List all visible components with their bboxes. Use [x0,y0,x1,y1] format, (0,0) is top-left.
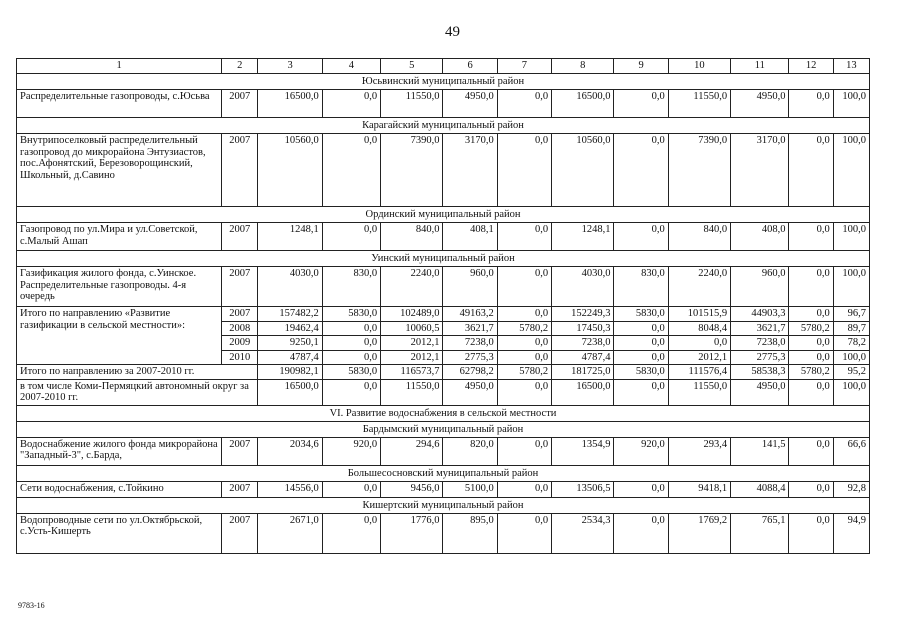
object-name: Водопроводные сети по ул.Октябрьской, с.Усть-Кишерть [17,513,222,553]
value-cell: 895,0 [443,513,497,553]
value-cell: 9456,0 [381,481,443,497]
document-code: 9783-16 [18,601,45,610]
column-number: 5 [381,59,443,74]
column-number: 9 [614,59,668,74]
column-number-row [17,59,870,74]
object-name: Сети водоснабжения, с.Тойкино [17,481,222,497]
column-number: 2 [222,59,258,74]
value-cell: 116573,7 [381,365,443,380]
section-row [17,251,870,267]
value-cell: 4950,0 [731,379,789,405]
value-cell: 44903,3 [731,307,789,322]
value-cell: 0,0 [497,350,551,365]
table-row [17,437,870,465]
value-cell: 2012,1 [668,350,730,365]
section-title: VI. Развитие водоснабжения в сельской местности [17,405,870,421]
value-cell: 4030,0 [258,267,322,307]
page-number: 49 [445,24,460,40]
value-cell: 0,0 [497,481,551,497]
value-cell: 2534,3 [552,513,614,553]
section-row [17,497,870,513]
value-cell: 920,0 [322,437,380,465]
value-cell: 58538,3 [731,365,789,380]
table-row [17,513,870,553]
value-cell: 9418,1 [668,481,730,497]
value-cell: 0,0 [322,481,380,497]
value-cell: 0,0 [322,336,380,351]
value-cell: 0,0 [497,90,551,118]
value-cell: 89,7 [833,321,869,336]
value-cell: 0,0 [497,134,551,207]
total-year-row [17,307,870,322]
section-row [17,74,870,90]
column-number: 6 [443,59,497,74]
value-cell: 100,0 [833,267,869,307]
value-cell: 7238,0 [731,336,789,351]
value-cell: 0,0 [322,321,380,336]
year-cell: 2007 [222,223,258,251]
value-cell: 17450,3 [552,321,614,336]
value-cell: 0,0 [614,223,668,251]
value-cell: 49163,2 [443,307,497,322]
budget-table [16,58,870,554]
value-cell: 2240,0 [668,267,730,307]
value-cell: 5830,0 [322,365,380,380]
year-cell: 2007 [222,90,258,118]
value-cell: 830,0 [322,267,380,307]
column-number: 10 [668,59,730,74]
section-row [17,421,870,437]
value-cell: 2775,3 [443,350,497,365]
section-row [17,465,870,481]
value-cell: 0,0 [789,379,833,405]
section-title: Кишертский муниципальный район [17,497,870,513]
table-row [17,90,870,118]
value-cell: 0,0 [497,437,551,465]
value-cell: 3621,7 [731,321,789,336]
value-cell: 11550,0 [668,90,730,118]
value-cell: 0,0 [789,134,833,207]
value-cell: 0,0 [497,307,551,322]
value-cell: 78,2 [833,336,869,351]
value-cell: 8048,4 [668,321,730,336]
value-cell: 960,0 [443,267,497,307]
year-cell: 2010 [222,350,258,365]
value-cell: 1248,1 [258,223,322,251]
value-cell: 100,0 [833,379,869,405]
total-name: в том числе Коми-Пермяцкий автономный округ за 2007-2010 гг. [17,379,258,405]
object-name: Газопровод по ул.Мира и ул.Советской, с.Малый Ашап [17,223,222,251]
value-cell: 4950,0 [731,90,789,118]
value-cell: 0,0 [614,336,668,351]
value-cell: 152249,3 [552,307,614,322]
value-cell: 2775,3 [731,350,789,365]
value-cell: 3621,7 [443,321,497,336]
section-title: Ординский муниципальный район [17,207,870,223]
value-cell: 0,0 [789,481,833,497]
value-cell: 0,0 [497,336,551,351]
column-number: 12 [789,59,833,74]
column-number: 1 [17,59,222,74]
year-cell: 2007 [222,513,258,553]
year-cell: 2007 [222,267,258,307]
total-name: Итого по направлению «Развитие газификации в сельской местности»: [17,307,222,365]
value-cell: 3170,0 [731,134,789,207]
value-cell: 62798,2 [443,365,497,380]
value-cell: 0,0 [614,379,668,405]
year-cell: 2007 [222,437,258,465]
value-cell: 157482,2 [258,307,322,322]
value-cell: 11550,0 [381,379,443,405]
value-cell: 2671,0 [258,513,322,553]
section-row [17,405,870,421]
value-cell: 181725,0 [552,365,614,380]
value-cell: 4088,4 [731,481,789,497]
value-cell: 4950,0 [443,379,497,405]
value-cell: 0,0 [789,267,833,307]
value-cell: 111576,4 [668,365,730,380]
object-name: Внутрипоселковый распределительный газопровод до микрорайона Энтузиастов, пос.Афонятский, Березоворощинский, Школьный, д.Савино [17,134,222,207]
column-number: 11 [731,59,789,74]
value-cell: 0,0 [322,223,380,251]
value-cell: 2240,0 [381,267,443,307]
section-title: Юсьвинский муниципальный район [17,74,870,90]
value-cell: 190982,1 [258,365,322,380]
value-cell: 141,5 [731,437,789,465]
value-cell: 4787,4 [552,350,614,365]
value-cell: 0,0 [668,336,730,351]
value-cell: 0,0 [322,90,380,118]
value-cell: 294,6 [381,437,443,465]
value-cell: 7390,0 [381,134,443,207]
table-row [17,267,870,307]
object-name: Газификация жилого фонда, с.Уинское. Распределительные газопроводы. 4-я очередь [17,267,222,307]
value-cell: 0,0 [614,90,668,118]
value-cell: 830,0 [614,267,668,307]
value-cell: 10560,0 [258,134,322,207]
value-cell: 5780,2 [789,321,833,336]
value-cell: 0,0 [789,90,833,118]
value-cell: 11550,0 [668,379,730,405]
column-number: 4 [322,59,380,74]
value-cell: 0,0 [614,134,668,207]
value-cell: 0,0 [789,336,833,351]
table-row [17,134,870,207]
value-cell: 960,0 [731,267,789,307]
value-cell: 100,0 [833,223,869,251]
table-row [17,481,870,497]
value-cell: 19462,4 [258,321,322,336]
section-title: Большесосновский муниципальный район [17,465,870,481]
year-cell: 2009 [222,336,258,351]
section-title: Бардымский муниципальный район [17,421,870,437]
section-title: Уинский муниципальный район [17,251,870,267]
value-cell: 13506,5 [552,481,614,497]
value-cell: 16500,0 [552,379,614,405]
value-cell: 101515,9 [668,307,730,322]
value-cell: 16500,0 [258,90,322,118]
total-row [17,379,870,405]
value-cell: 0,0 [789,437,833,465]
object-name: Распределительные газопроводы, с.Юсьва [17,90,222,118]
value-cell: 408,0 [731,223,789,251]
value-cell: 3170,0 [443,134,497,207]
table-row [17,223,870,251]
value-cell: 0,0 [322,350,380,365]
value-cell: 840,0 [668,223,730,251]
value-cell: 0,0 [322,134,380,207]
value-cell: 0,0 [614,481,668,497]
year-cell: 2007 [222,307,258,322]
value-cell: 0,0 [789,307,833,322]
value-cell: 0,0 [497,267,551,307]
value-cell: 765,1 [731,513,789,553]
value-cell: 94,9 [833,513,869,553]
value-cell: 14556,0 [258,481,322,497]
value-cell: 5780,2 [497,321,551,336]
section-row [17,207,870,223]
year-cell: 2007 [222,134,258,207]
value-cell: 5830,0 [614,365,668,380]
value-cell: 0,0 [789,223,833,251]
value-cell: 5100,0 [443,481,497,497]
value-cell: 7238,0 [552,336,614,351]
value-cell: 2012,1 [381,336,443,351]
value-cell: 92,8 [833,481,869,497]
value-cell: 2012,1 [381,350,443,365]
value-cell: 7390,0 [668,134,730,207]
value-cell: 408,1 [443,223,497,251]
year-cell: 2008 [222,321,258,336]
year-cell: 2007 [222,481,258,497]
value-cell: 293,4 [668,437,730,465]
value-cell: 100,0 [833,90,869,118]
column-number: 7 [497,59,551,74]
value-cell: 5780,2 [497,365,551,380]
value-cell: 0,0 [614,513,668,553]
value-cell: 100,0 [833,350,869,365]
value-cell: 4950,0 [443,90,497,118]
total-name: Итого по направлению за 2007-2010 гг. [17,365,258,380]
value-cell: 16500,0 [258,379,322,405]
object-name: Водоснабжение жилого фонда микрорайона "Западный-3", с.Барда, [17,437,222,465]
value-cell: 100,0 [833,134,869,207]
value-cell: 0,0 [497,379,551,405]
value-cell: 10560,0 [552,134,614,207]
value-cell: 5830,0 [322,307,380,322]
value-cell: 95,2 [833,365,869,380]
column-number: 3 [258,59,322,74]
value-cell: 0,0 [614,350,668,365]
value-cell: 840,0 [381,223,443,251]
column-number: 13 [833,59,869,74]
value-cell: 96,7 [833,307,869,322]
section-title: Карагайский муниципальный район [17,118,870,134]
value-cell: 5830,0 [614,307,668,322]
value-cell: 0,0 [614,321,668,336]
value-cell: 102489,0 [381,307,443,322]
column-number: 8 [552,59,614,74]
value-cell: 920,0 [614,437,668,465]
section-row [17,118,870,134]
value-cell: 16500,0 [552,90,614,118]
total-row [17,365,870,380]
value-cell: 0,0 [322,379,380,405]
value-cell: 1769,2 [668,513,730,553]
value-cell: 1776,0 [381,513,443,553]
value-cell: 0,0 [322,513,380,553]
value-cell: 1354,9 [552,437,614,465]
value-cell: 820,0 [443,437,497,465]
value-cell: 2034,6 [258,437,322,465]
value-cell: 1248,1 [552,223,614,251]
value-cell: 66,6 [833,437,869,465]
value-cell: 0,0 [497,223,551,251]
value-cell: 0,0 [497,513,551,553]
value-cell: 7238,0 [443,336,497,351]
value-cell: 11550,0 [381,90,443,118]
value-cell: 5780,2 [789,365,833,380]
value-cell: 4030,0 [552,267,614,307]
value-cell: 9250,1 [258,336,322,351]
value-cell: 4787,4 [258,350,322,365]
value-cell: 0,0 [789,513,833,553]
value-cell: 10060,5 [381,321,443,336]
value-cell: 0,0 [789,350,833,365]
